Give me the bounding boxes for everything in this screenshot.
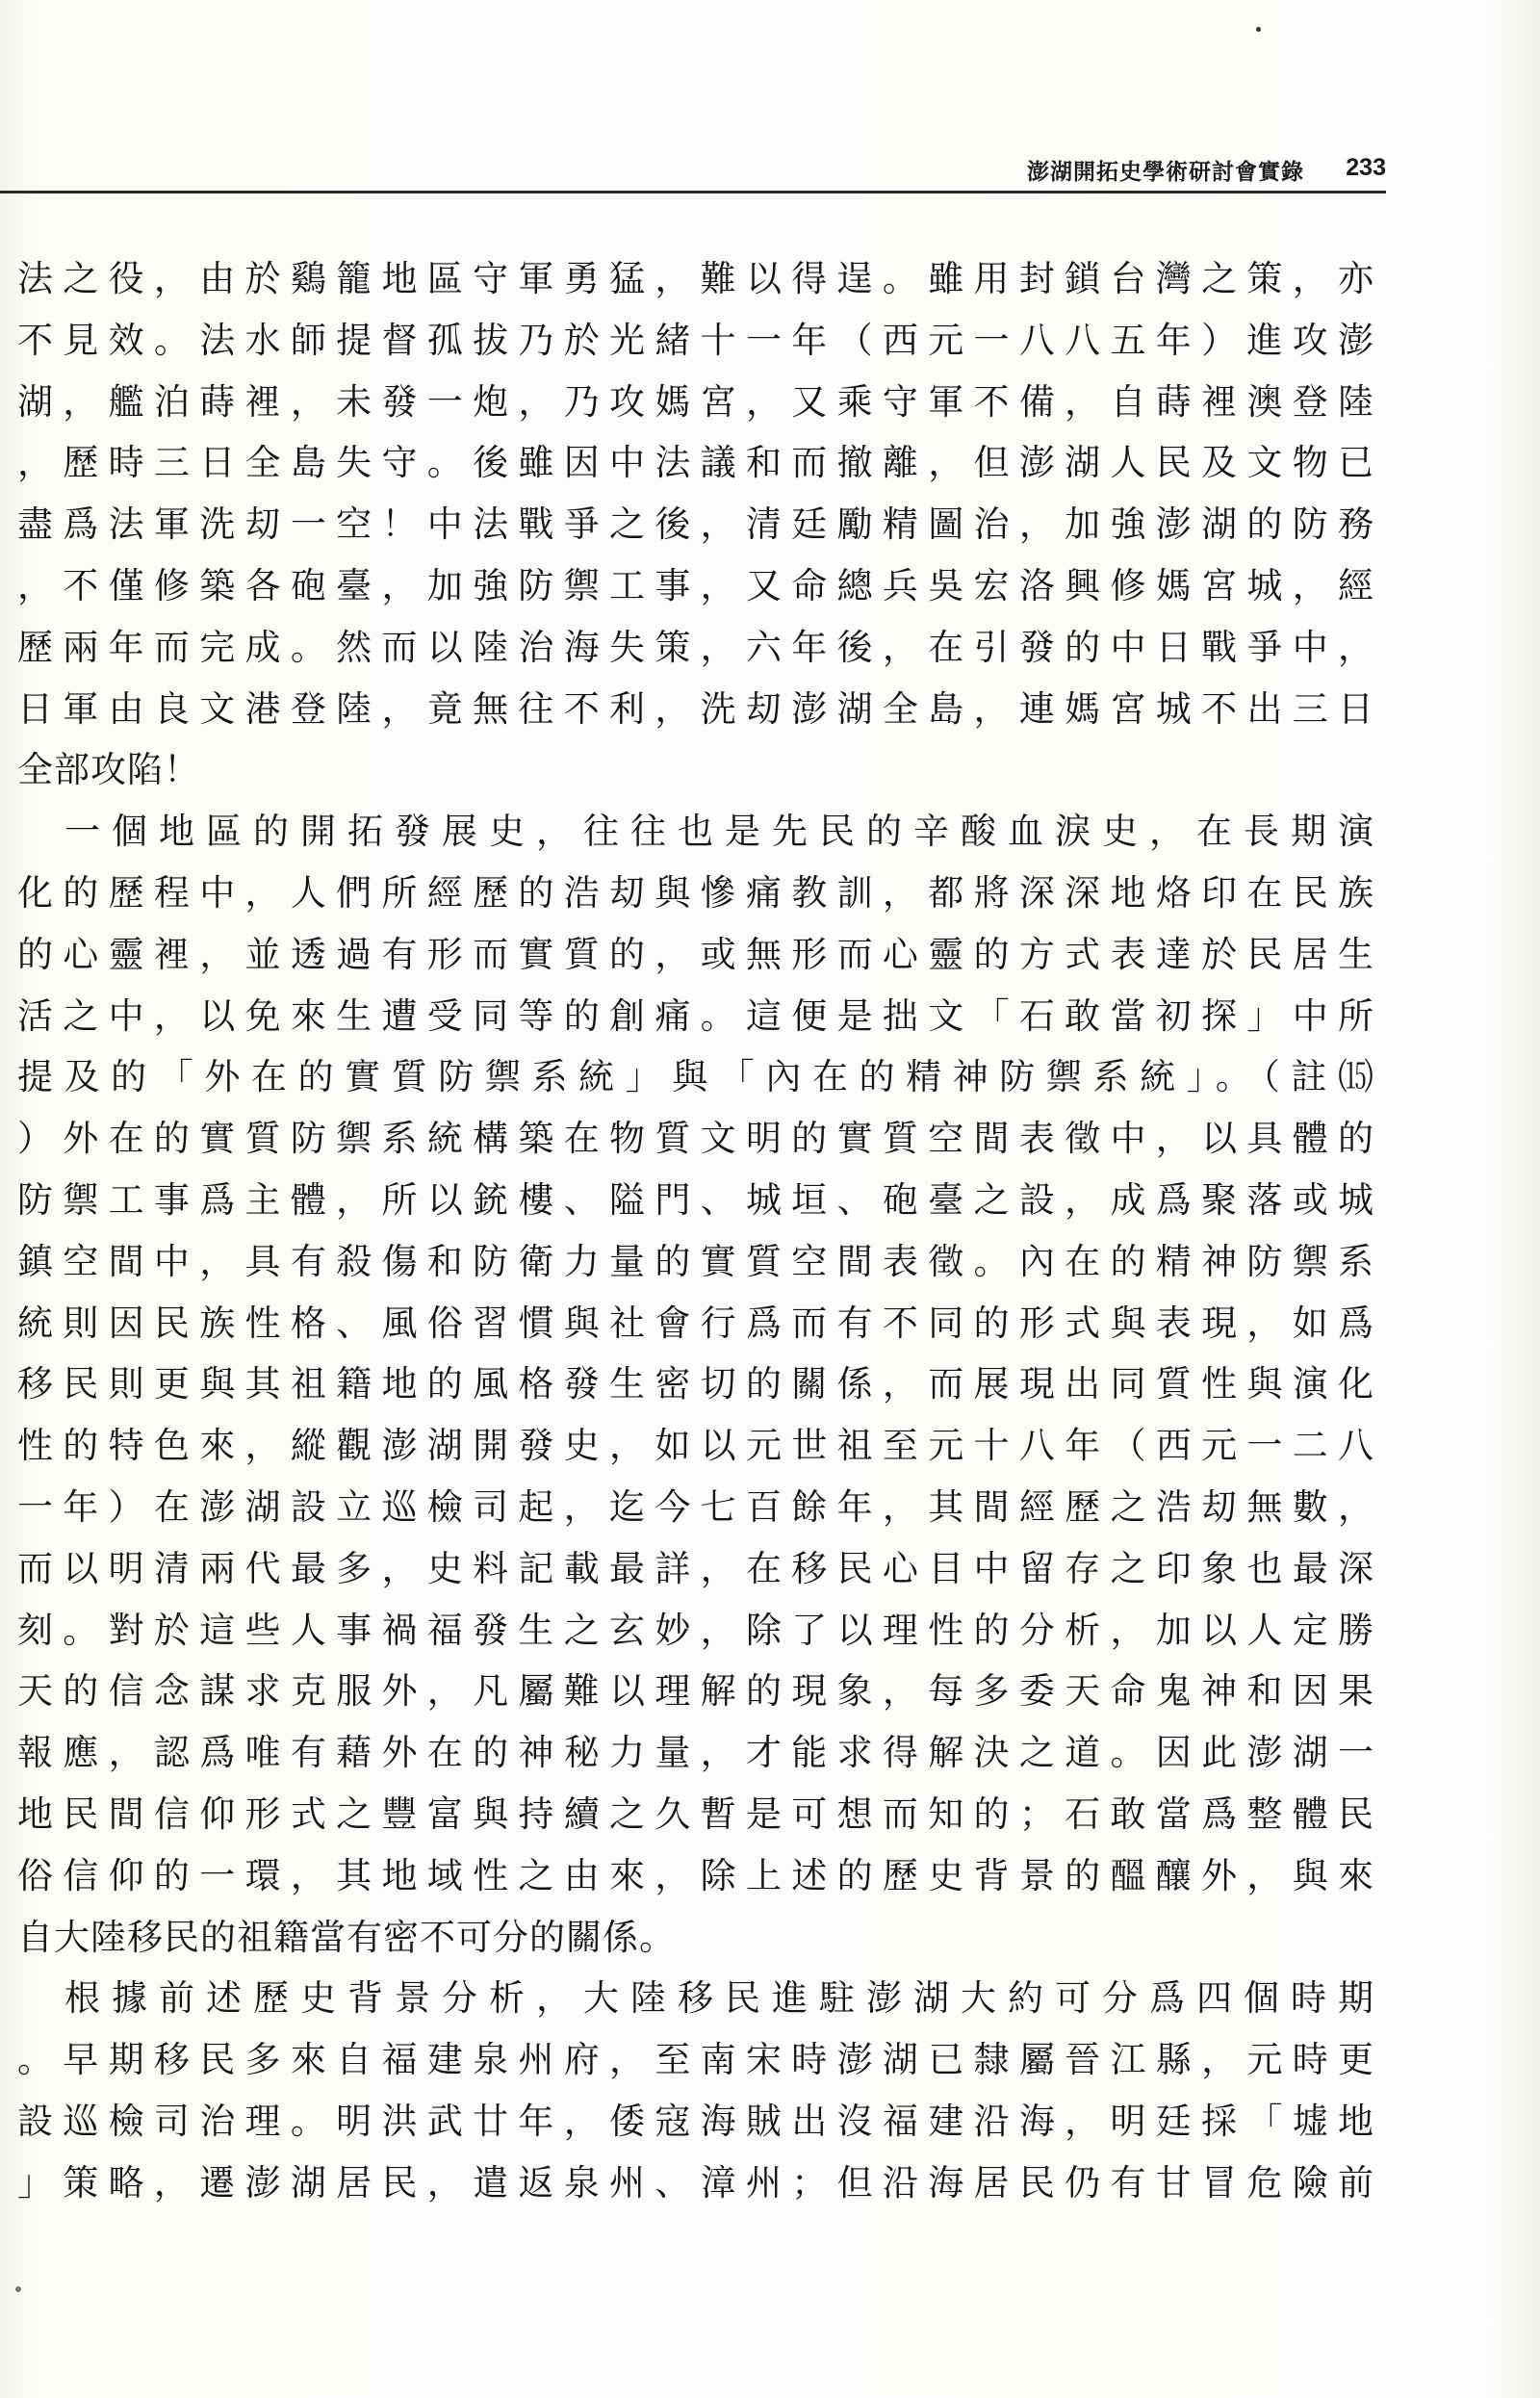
running-header [0, 154, 1386, 189]
text-line: 。早期移民多來自福建泉州府，至南宋時澎湖已隸屬晉江縣，元時更 [17, 2039, 1374, 2081]
text-line: 一個地區的開拓發展史，往往也是先民的辛酸血淚史，在長期演 [17, 811, 1374, 853]
text-line: 的心靈裡，並透過有形而實質的，或無形而心靈的方式表達於民居生 [17, 933, 1374, 975]
text-line: 一年）在澎湖設立巡檢司起，迄今七百餘年，其間經歷之浩刧無數， [17, 1485, 1374, 1528]
text-line: 化的歷程中，人們所經歷的浩刧與慘痛教訓，都將深深地烙印在民族 [17, 871, 1374, 914]
text-line: 提及的「外在的實質防禦系統」與「內在的精神防禦系統」。（註⒂ [17, 1056, 1374, 1098]
text-line: 自大陸移民的祖籍當有密不可分的關係。 [17, 1916, 676, 1958]
text-line: 統則因民族性格、風俗習慣與社會行爲而有不同的形式與表現，如爲 [17, 1302, 1374, 1344]
text-line: 鎮空間中，具有殺傷和防衛力量的實質空間表徵。內在的精神防禦系 [17, 1240, 1374, 1282]
text-line: 不見效。法水師提督孤拔乃於光緒十一年（西元一八八五年）進攻澎 [17, 319, 1374, 361]
text-line: 刻。對於這些人事禍福發生之玄妙，除了以理性的分析，加以人定勝 [17, 1609, 1374, 1651]
text-line: ）外在的實質防禦系統構築在物質文明的實質空間表徵中，以具體的 [17, 1118, 1374, 1160]
header-rule [0, 191, 1386, 193]
text-line: 防禦工事爲主體，所以銃樓、隘門、城垣、砲臺之設，成爲聚落或城 [17, 1178, 1374, 1221]
text-line: 地民間信仰形式之豐富與持續之久暫是可想而知的；石敢當爲整體民 [17, 1792, 1374, 1835]
scan-speck [15, 2286, 21, 2292]
scan-speck [1256, 27, 1261, 32]
text-line: ，不僅修築各砲臺，加強防禦工事，又命總兵吳宏洛興修媽宮城，經 [17, 564, 1374, 606]
text-line: 俗信仰的一環，其地域性之由來，除上述的歷史背景的醞釀外，與來 [17, 1854, 1374, 1896]
text-line: 日軍由良文港登陸，竟無往不利，洗刧澎湖全島，連媽宮城不出三日 [17, 687, 1374, 730]
text-line: 盡爲法軍洗刧一空！中法戰爭之後，清廷勵精圖治，加強澎湖的防務 [17, 503, 1374, 546]
text-line: 天的信念謀求克服外，凡屬難以理解的現象，每多委天命鬼神和因果 [17, 1670, 1374, 1713]
text-line: 」策略，遷澎湖居民，遣返泉州、漳州；但沿海居民仍有甘冒危險前 [17, 2161, 1374, 2204]
text-line: 全部攻陷！ [17, 749, 200, 791]
text-line: 性的特色來，縱觀澎湖開發史，如以元世祖至元十八年（西元一二八 [17, 1425, 1374, 1467]
page-number: 233 [1346, 154, 1386, 181]
text-line: 法之役，由於鷄籠地區守軍勇猛，難以得逞。雖用封鎖台灣之策，亦 [17, 258, 1374, 299]
running-header-title: 澎湖開拓史學術研討會實錄 [1027, 160, 1304, 185]
text-line: ，歷時三日全島失守。後雖因中法議和而撤離，但澎湖人民及文物已 [17, 442, 1374, 484]
text-line: 報應，認爲唯有藉外在的神秘力量，才能求得解決之道。因此澎湖一 [17, 1732, 1374, 1774]
text-line: 設巡檢司治理。明洪武廿年，倭寇海賊出沒福建沿海，明廷採「墟地 [17, 2100, 1374, 2142]
text-line: 根據前述歷史背景分析，大陸移民進駐澎湖大約可分爲四個時期 [17, 1977, 1374, 2020]
text-line: 移民則更與其祖籍地的風格發生密切的關係，而展現出同質性與演化 [17, 1363, 1374, 1405]
text-line: 活之中，以免來生遭受同等的創痛。這便是拙文「石敢當初探」中所 [17, 994, 1374, 1037]
body-text [17, 248, 1374, 2214]
text-line: 而以明清兩代最多，史料記載最詳，在移民心目中留存之印象也最深 [17, 1547, 1374, 1589]
text-line: 湖，艦泊蒔裡，未發一炮，乃攻媽宮，又乘守軍不備，自蒔裡澳登陸 [17, 380, 1374, 423]
text-line: 歷兩年而完成。然而以陸治海失策，六年後，在引發的中日戰爭中， [17, 626, 1374, 668]
